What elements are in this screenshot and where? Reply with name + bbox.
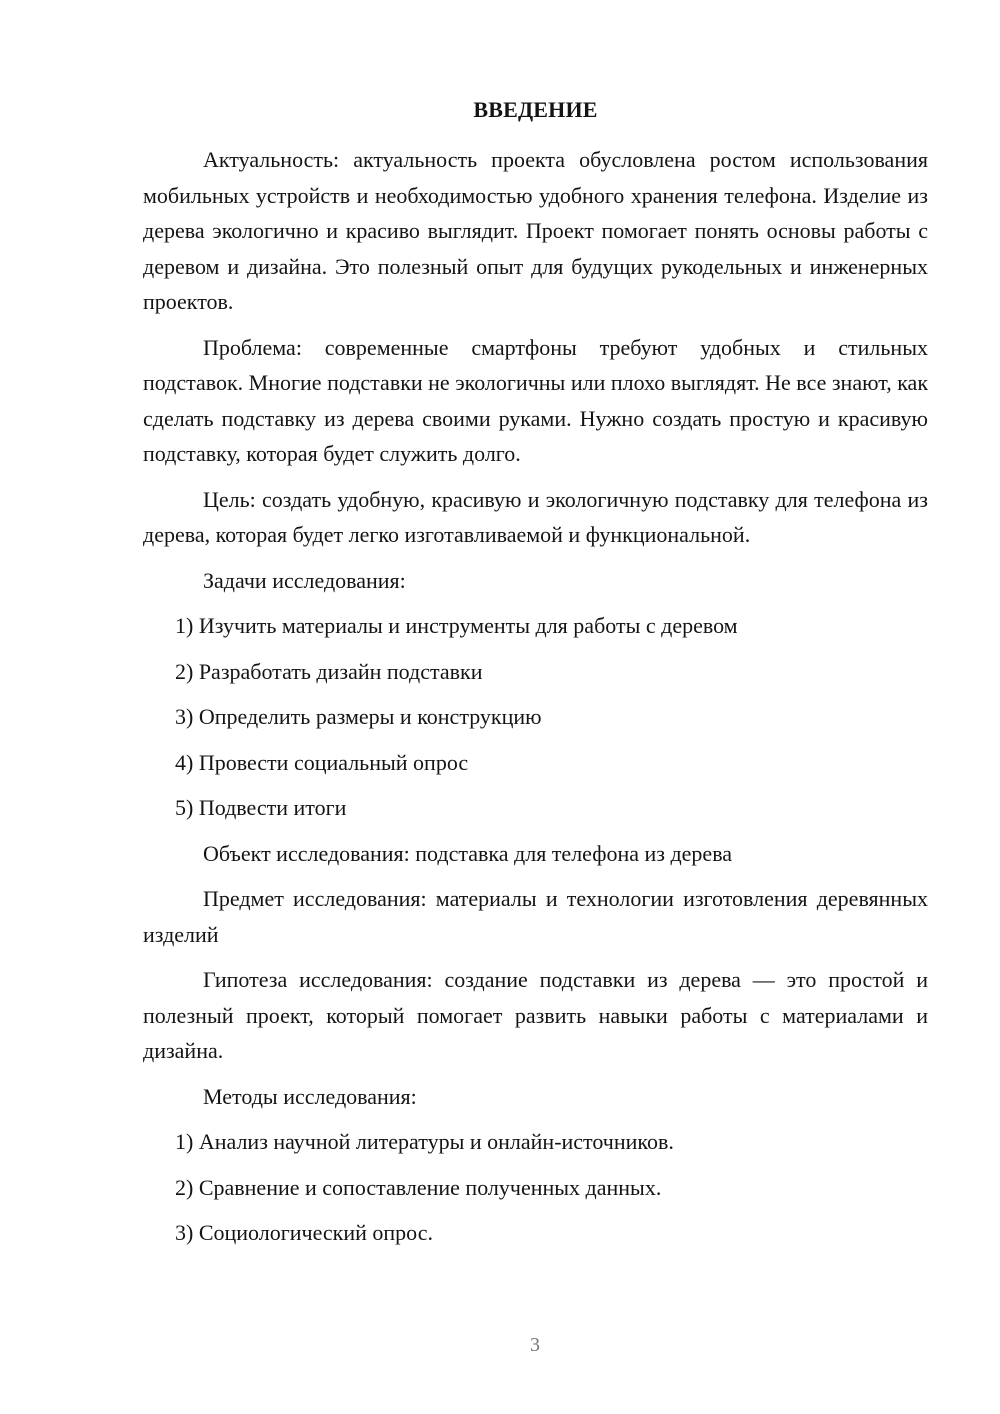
task-item: 3) Определить размеры и конструкцию — [175, 704, 542, 729]
task-item: 2) Разработать дизайн подставки — [175, 658, 483, 684]
task-item: 5) Подвести итоги — [175, 795, 347, 820]
method-item: 3) Социологический опрос. — [175, 1220, 433, 1245]
object-line: Объект исследования: подставка для телефона из дерева — [203, 840, 733, 866]
method-item: 1) Анализ научной литературы и онлайн-источников. — [175, 1129, 674, 1154]
hypothesis-paragraph: Гипотеза исследования: создание подставки из дерева — это простой и полезный проект, который помогает развить навыки работы с материалами и дизайна. — [143, 967, 928, 1063]
task-item: 4) Провести социальный опрос — [175, 749, 469, 775]
task-item: 1) Изучить материалы и инструменты для работы с деревом — [175, 613, 738, 638]
method-item: 2) Сравнение и сопоставление полученных данных. — [175, 1174, 662, 1200]
document-page — [143, 94, 928, 1261]
problem-paragraph: Проблема: современные смартфоны требуют удобных и стильных подставок. Многие подставки не экологичны или плохо выглядят. Не все знают, как сделать подставку из дерева своими руками. Нужно создать простую и красивую подставку, которая будет служить долго. — [143, 334, 929, 466]
tasks-list — [143, 608, 928, 826]
methods-list — [143, 1124, 928, 1251]
methods-label: Методы исследования: — [203, 1083, 417, 1109]
tasks-label: Задачи исследования: — [203, 567, 406, 593]
relevance-paragraph: Актуальность: актуальность проекта обусловлена ростом использования мобильных устройств и необходимостью удобного хранения телефона. Изделие из дерева экологично и красиво выглядит. Проект помогает понять основы работы с деревом и дизайна. Это полезный опыт для будущих рукодельных и инженерных проектов. — [143, 147, 928, 314]
page-number: 3 — [530, 1334, 540, 1356]
subject-paragraph: Предмет исследования: материалы и технологии изготовления деревянных изделий — [143, 886, 928, 947]
section-heading: ВВЕДЕНИЕ — [473, 97, 598, 122]
goal-paragraph: Цель: создать удобную, красивую и экологичную подставку для телефона из дерева, которая будет легко изготавливаемой и функциональной. — [143, 486, 928, 547]
